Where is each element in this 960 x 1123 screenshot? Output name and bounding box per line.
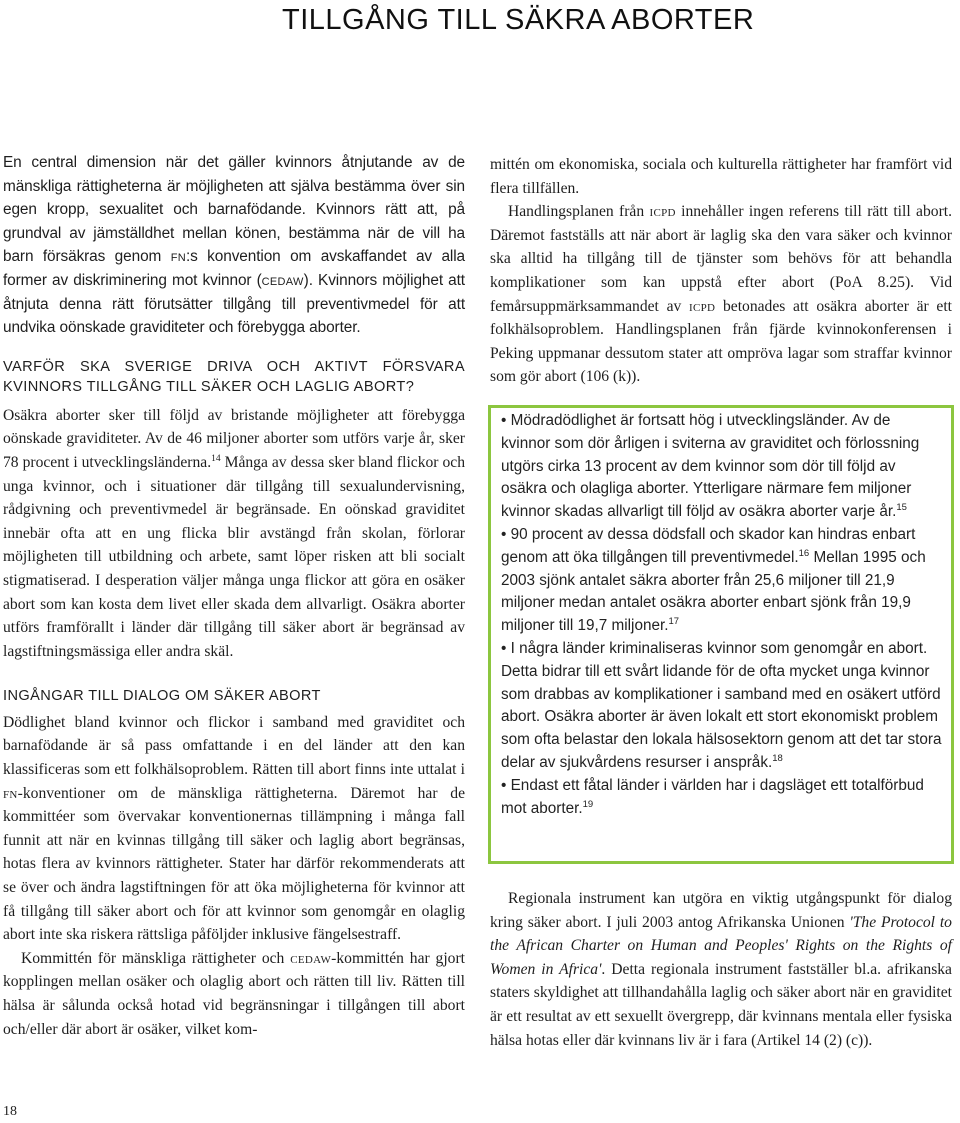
section-heading-dialog: INGÅNGAR TILL DIALOG OM SÄKER ABORT xyxy=(3,688,321,705)
left-column xyxy=(3,151,465,1041)
cedaw-abbr: cedaw xyxy=(261,271,304,289)
intro-text-b: :s konvention om avskaffandet av alla former av diskriminering mot kvinnor ( xyxy=(3,248,465,289)
fact-text: • Endast ett fåtal länder i världen har i dagsläget ett totalförbud mot aborter. xyxy=(501,776,924,817)
footnote-ref: 17 xyxy=(668,616,680,628)
fact-bullet xyxy=(501,524,951,638)
p2-text-b: Många av dessa sker bland flickor och unga kvinnor, och i situationer där tillgång till sexualundervisning, rådgivning och preventivmedel är begränsade. En oönskad graviditet innebär ofta att en ung flicka blir avstängd från skolan, förlorar möjligheten till utbildning och arbete, samt löper risken att bli socialt stigmatiserad. I desperation väljer många unga flickor att göra en osäker abort som kan kosta dem livet eller skada dem allvarligt. Osäkra aborter utförs framförallt i länder där tillgång till säker abort är begränsad av lagstiftningsmässiga eller andra skäl. xyxy=(3,453,465,660)
fact-bullet xyxy=(501,410,951,524)
mortality-paragraph xyxy=(3,711,465,947)
unsafe-abortion-paragraph xyxy=(3,404,465,664)
icpd-text-b: innehåller ingen referens till rätt till abort. Däremot fastställs att när abort är laglig ska den vara säker och kvinnor ska alltid ha tillgång till de tjänster som behövs för att behandla komplikationer som kan uppstå efter abort (PoA 8.25). Vid femårsuppmärksammandet av xyxy=(490,203,952,315)
footnote-ref: 14 xyxy=(211,453,221,464)
footnote-ref: 15 xyxy=(896,502,907,514)
right-column xyxy=(490,153,952,389)
icpd-text-c: betonades att osäkra aborter är ett folkhälsoproblem. Handlingsplanen från fjärde kvinnokonferensen i Peking uppmanar dessutom stater att ompröva lagar som straffar kvinnor som gör abort (106 (k)). xyxy=(490,297,953,386)
p2-text-a: Osäkra aborter sker till följd av bristande möjligheter att förebygga oönskade graviditeter. Av de 46 miljoner aborter som utförs varje år, sker 78 procent i utvecklingsländerna. xyxy=(3,406,465,471)
fact-text: • I några länder kriminaliseras kvinnor som genomgår en abort. Detta bidrar till ett svårt lidande för de ofta mycket unga kvinnor som drabbas av komplikationer i samband med en osäkert utförd abort. Osäkra aborter är även lokalt ett stort ekonomiskt problem som ofta belastar den lokala hälsosektorn genom att det tar stora delar av sjukvårdens resurser i anspråk. xyxy=(501,639,942,771)
page-title: TILLGÅNG TILL SÄKRA ABORTER xyxy=(282,4,755,36)
cedaw-abbr: cedaw xyxy=(290,949,332,967)
fn-abbr: fn xyxy=(170,248,186,266)
icpd-paragraph xyxy=(490,200,952,389)
fact-text: • 90 procent av dessa dödsfall och skador kan hindras enbart genom att öka tillgången till preventivmedel. xyxy=(501,525,916,566)
footnote-ref: 19 xyxy=(582,798,594,810)
intro-text-a: En central dimension när det gäller kvinnors åtnjutande av de mänskliga rättigheterna är möjligheten att själva bestämma över sin egen kropp, sexualitet och barnafödande. Kvinnors rätt att, på grundval av jämställdhet mellan könen, bestämma när de vill ha barn försäkras genom xyxy=(3,154,465,266)
regional-instruments-section xyxy=(490,887,952,1052)
icpd-text-a: Handlingsplanen från xyxy=(508,203,650,221)
intro-paragraph xyxy=(3,151,465,340)
footnote-ref: 16 xyxy=(798,547,810,559)
p4-text-a: Kommittén för mänskliga rättigheter och xyxy=(21,949,291,967)
p4-text-b: -kommittén har gjort kopplingen mellan osäker och olaglig abort och rätten till liv. Rätten till hälsa är sålunda också hotad vid begränsningar i tillgången till abort och/eller där abort är osäker, vilket kom- xyxy=(3,949,465,1038)
footnote-ref: 18 xyxy=(772,752,783,764)
fact-text: • Mödradödlighet är fortsatt hög i utvecklingsländer. Av de kvinnor som dör årligen i sviterna av graviditet och förlossning utgörs cirka 13 procent av dem kvinnor som dör till följd av osäkra och olagliga aborter. Ytterligare närmare fem miljoner kvinnor skadas allvarligt till följd av osäkra aborter varje år. xyxy=(501,412,920,521)
fact-bullet xyxy=(501,775,951,821)
committee-paragraph xyxy=(3,947,465,1041)
facts-box xyxy=(488,405,954,864)
intro-text-c: ). Kvinnors möjlighet att åtnjuta denna rätt förutsätter tillgång till preventivmedel för att undvika oönskade graviditeter och förebygga aborter. xyxy=(3,271,465,337)
regional-text-b: . Detta regionala instrument fastställer bl.a. afrikanska staters skyldighet att tillhandahålla laglig och säker abort när en graviditet är ett resultat av ett sexuellt övergrepp, där kvinnans mentala eller fysiska hälsa hotas eller där kvinnans liv är i fara (Artikel 14 (2) (c)). xyxy=(490,960,952,1049)
section-heading-why: VARFÖR SKA SVERIGE DRIVA OCH AKTIVT FÖRSVARA KVINNORS TILLGÅNG TILL SÄKER OCH LAGLIG ABORT? xyxy=(3,358,465,396)
protocol-title: 'The Protocol to the African Charter on Human and Peoples' Rights on the Rights of Women in Africa' xyxy=(490,913,952,978)
regional-paragraph xyxy=(490,887,952,1052)
icpd-abbr: icpd xyxy=(689,297,716,315)
fn-abbr: fn xyxy=(3,784,18,802)
p3-text-b: -konventioner om de mänskliga rättigheterna. Däremot har de kommittéer som övervakar konventionernas tillämpning i många fall funnit att när en kvinnas tillgång till säker och laglig abort begränsas, hotas flera av kvinnors rättigheter. Stater har därför rekommenderats att se över och ändra lagstiftningen för att öka möjligheterna för kvinnor att få tillgång till säker abort och för att kvinnor som genomgår en olaglig abort inte ska riskera rättsliga påföljder inklusive fängelsestraff. xyxy=(3,784,465,944)
p3-text-a: Dödlighet bland kvinnor och flickor i samband med graviditet och barnafödande är så pass omfattande i en del länder att den kan klassificeras som ett folkhälsoproblem. Rätten till abort finns inte uttalat i xyxy=(3,713,465,778)
icpd-abbr: icpd xyxy=(649,203,676,221)
continuation-paragraph: mittén om ekonomiska, sociala och kulturella rättigheter har framfört vid flera tillfällen. xyxy=(490,156,952,197)
page-number: 18 xyxy=(3,1104,17,1119)
fact-text: Mellan 1995 och 2003 sjönk antalet säkra aborter från 25,6 miljoner till 21,9 miljoner medan antalet osäkra aborter enbart sjönk från 19,9 miljoner till 19,7 miljoner. xyxy=(501,548,926,635)
regional-text-a: Regionala instrument kan utgöra en viktig utgångspunkt för dialog kring säker abort. I juli 2003 antog Afrikanska Unionen xyxy=(490,890,952,931)
fact-bullet xyxy=(501,638,951,775)
